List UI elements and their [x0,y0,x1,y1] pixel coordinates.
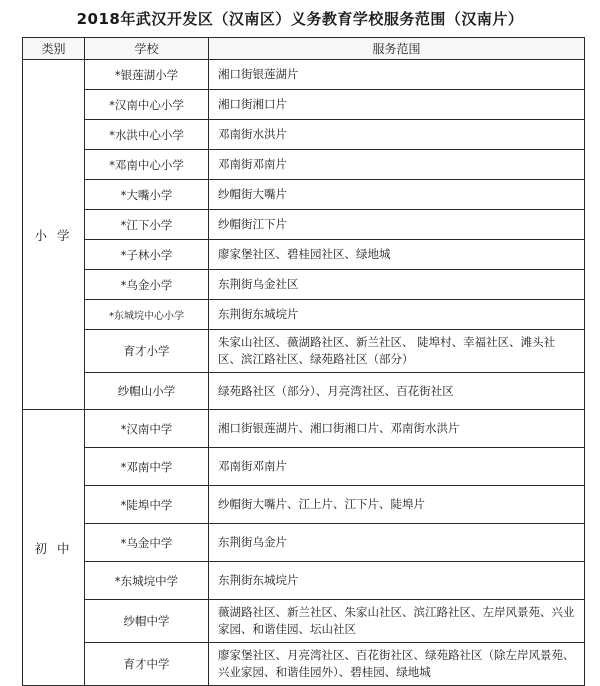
service-area: 纱帽街大嘴片、江上片、江下片、陡埠片 [209,486,585,524]
school-name: *水洪中心小学 [85,120,209,150]
header-category: 类别 [23,38,85,60]
service-area: 湘口街银莲湖片 [209,60,585,90]
table-row [23,270,585,300]
table-row [23,300,585,330]
table-row [23,210,585,240]
header-service-area: 服务范围 [209,38,585,60]
service-area: 东荆街东城垸片 [209,300,585,330]
service-area: 邓南街邓南片 [209,448,585,486]
category-primary: 小 学 [23,60,85,410]
table-row [23,150,585,180]
header-school: 学校 [85,38,209,60]
school-name: *子林小学 [85,240,209,270]
school-name: 纱帽中学 [85,600,209,643]
school-name: *汉南中学 [85,410,209,448]
service-area: 薇湖路社区、新兰社区、朱家山社区、滨江路社区、左岸风景苑、兴业家园、和谐佳园、坛山社区 [209,600,585,643]
school-name: *江下小学 [85,210,209,240]
table-row [23,524,585,562]
service-area: 纱帽街江下片 [209,210,585,240]
table-header-row [23,38,585,60]
school-name: *东城垸中学 [85,562,209,600]
school-name: *汉南中心小学 [85,90,209,120]
table-row [23,120,585,150]
service-area: 廖家堡社区、月亮湾社区、百花街社区、绿苑路社区（除左岸风景苑、兴业家园、和谐佳园外）、碧桂园、绿地城 [209,643,585,686]
table-row [23,373,585,410]
table-row [23,410,585,448]
table-row [23,180,585,210]
service-area: 东荆街乌金片 [209,524,585,562]
school-name: *乌金小学 [85,270,209,300]
service-area: 邓南街水洪片 [209,120,585,150]
table-row [23,240,585,270]
middle-school-group [23,410,585,686]
service-area: 廖家堡社区、碧桂园社区、绿地城 [209,240,585,270]
school-name: 育才中学 [85,643,209,686]
school-name: *陡埠中学 [85,486,209,524]
service-area: 纱帽街大嘴片 [209,180,585,210]
table-row [23,90,585,120]
service-area: 绿苑路社区（部分）、月亮湾社区、百花街社区 [209,373,585,410]
service-area: 东荆街乌金社区 [209,270,585,300]
table-row [23,448,585,486]
table-row [23,486,585,524]
service-area: 湘口街银莲湖片、湘口街湘口片、邓南街水洪片 [209,410,585,448]
school-name: *乌金中学 [85,524,209,562]
table-row [23,330,585,373]
primary-school-group [23,60,585,410]
service-area: 朱家山社区、薇湖路社区、新兰社区、 陡埠村、幸福社区、滩头社区、滨江路社区、绿苑路社区（部分） [209,330,585,373]
table-row [23,643,585,686]
school-name: *邓南中心小学 [85,150,209,180]
school-name: 纱帽山小学 [85,373,209,410]
school-name: *东城垸中心小学 [85,300,209,330]
school-name: *大嘴小学 [85,180,209,210]
service-area: 东荆街东城垸片 [209,562,585,600]
page-title: 2018年武汉开发区（汉南区）义务教育学校服务范围（汉南片） [76,10,524,28]
category-middle: 初 中 [23,410,85,686]
school-name: *银莲湖小学 [85,60,209,90]
table-row [23,600,585,643]
table-row [23,60,585,90]
service-area: 湘口街湘口片 [209,90,585,120]
service-area-table [22,37,585,686]
school-name: 育才小学 [85,330,209,373]
service-area: 邓南街邓南片 [209,150,585,180]
table-row [23,562,585,600]
school-name: *邓南中学 [85,448,209,486]
